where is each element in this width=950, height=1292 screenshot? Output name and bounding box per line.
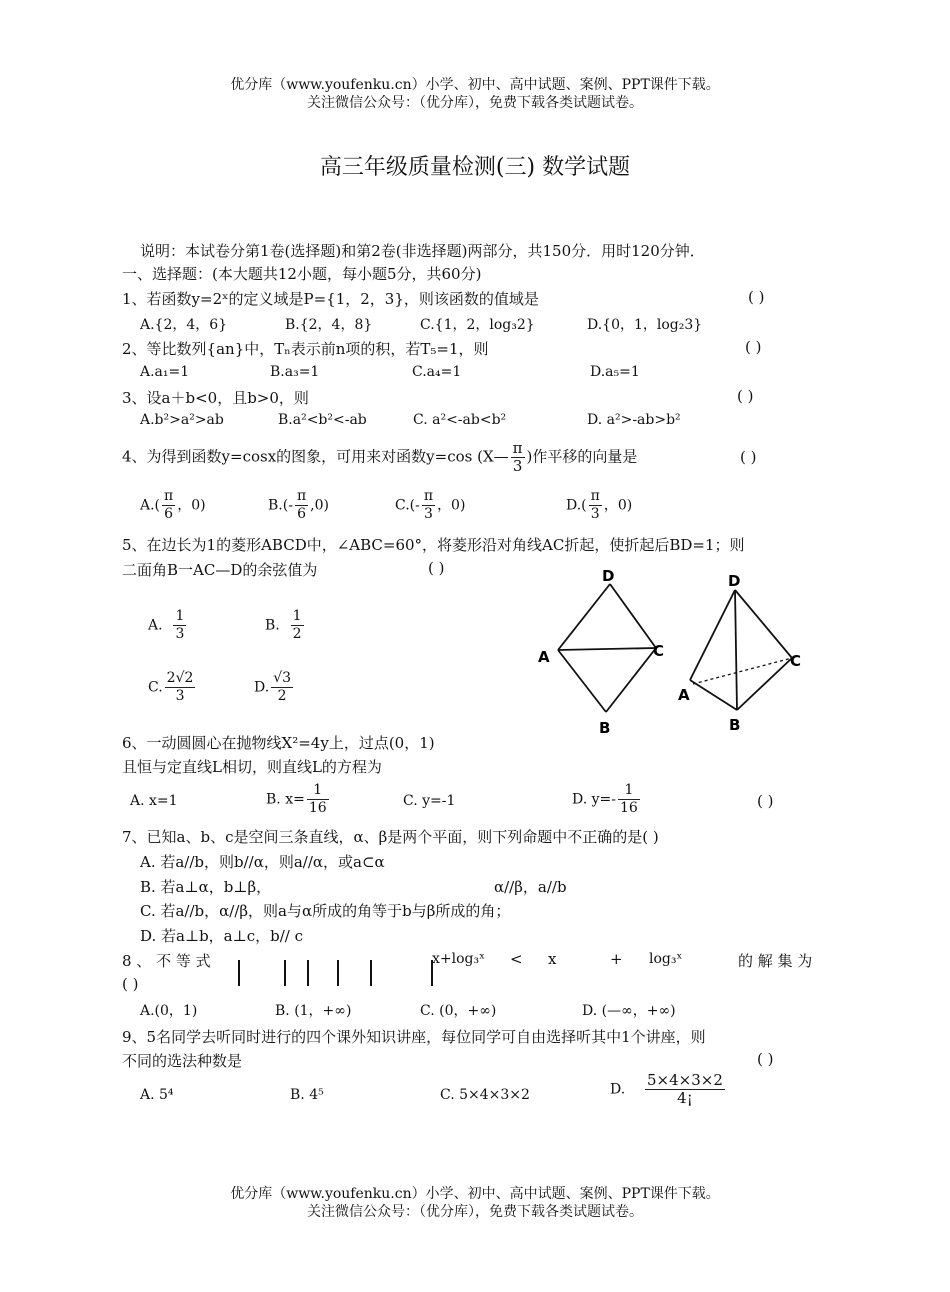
- abs-bar: [284, 960, 286, 986]
- q9-line-1: 9、5名同学去听同时进行的四个课外知识讲座，每位同学可自由选择听其中1个讲座，则: [122, 1028, 706, 1046]
- label-b-fold: B: [729, 716, 741, 734]
- q9-line-2: 不同的选法种数是: [122, 1052, 243, 1070]
- footer-line-1: 优分库（www.youfenku.cn）小学、初中、高中试题、案例、PPT课件下载。: [230, 1186, 720, 1202]
- q6-option-d: D. y=- $\frac{1}{16}$: [572, 782, 638, 816]
- q7-option-b-cont: α//β，a//b: [494, 878, 567, 896]
- q2-option-b: B.a₃=1: [270, 364, 320, 380]
- q8-option-a: A.(0，1): [140, 1003, 198, 1019]
- label-d-flat: D: [602, 567, 615, 585]
- q3-option-a: A.b²>a²>ab: [140, 412, 224, 428]
- abs-bar: [307, 960, 309, 986]
- q4-option-a: A.( $\frac{\pi}{6}$ ，0): [140, 488, 206, 522]
- label-b-flat: B: [599, 719, 611, 737]
- label-c-fold: C: [790, 652, 802, 670]
- q7-stem: 7、已知a、b、c是空间三条直线，α、β是两个平面，则下列命题中不正确的是( ): [122, 828, 659, 846]
- q6-line-1: 6、一动圆圆心在抛物线X²=4y上，过点(0，1): [122, 734, 435, 752]
- rhombus-fold-figure: [530, 560, 820, 740]
- label-a-flat: A: [538, 648, 550, 666]
- label-a-fold: A: [678, 686, 690, 704]
- q6-option-c: C. y=-1: [403, 793, 456, 809]
- q1-option-b: B.{2，4，8}: [285, 317, 373, 333]
- q7-option-a: A. 若a//b，则b//α，则a//α，或a⊂α: [140, 853, 385, 871]
- q2-option-d: D.a₅=1: [590, 364, 640, 380]
- q7-option-b: B. 若a⊥α，b⊥β，: [140, 878, 272, 896]
- q6-answer-bracket: ( ): [757, 792, 774, 810]
- page-title: 高三年级质量检测(三) 数学试题: [319, 155, 631, 180]
- q4-fraction: $\frac{\pi}{3}$: [512, 439, 523, 475]
- q2-stem: 2、等比数列{an}中，Tₙ表示前n项的积，若T₅=1，则: [122, 340, 489, 358]
- section-heading: 一、选择题：(本大题共12小题，每小题5分，共60分): [122, 265, 482, 283]
- q2-answer-bracket: ( ): [745, 338, 762, 356]
- q9-option-c: C. 5×4×3×2: [440, 1087, 530, 1103]
- q5-option-a: A. $\frac{1}{3}$: [148, 608, 185, 642]
- q4-option-c: C.(- $\frac{\pi}{3}$ ，0): [395, 488, 466, 522]
- q5-line-1: 5、在边长为1的菱形ABCD中，∠ABC=60°，将菱形沿对角线AC折起，使折起后BD=1；则: [122, 536, 745, 554]
- header-line-2: 关注微信公众号：（优分库），免费下载各类试题试卷。: [307, 95, 643, 111]
- header-line-1: 优分库（www.youfenku.cn）小学、初中、高中试题、案例、PPT课件下载。: [230, 77, 720, 93]
- q8-x: x: [548, 950, 557, 968]
- q8-stem-start: 8 、 不 等 式: [122, 952, 211, 970]
- q5-line-2: 二面角B一AC—D的余弦值为: [122, 561, 318, 579]
- q6-line-2: 且恒与定直线L相切，则直线L的方程为: [122, 758, 382, 776]
- q5-option-d: D. $\frac{√3}{2}$: [254, 670, 292, 704]
- abs-bar: [370, 960, 372, 986]
- exam-note: 说明：本试卷分第1卷(选择题)和第2卷(非选择题)两部分，共150分．用时120分钟．: [140, 242, 705, 260]
- q4-option-b: B.(- $\frac{\pi}{6}$ ,0): [268, 488, 329, 522]
- q2-option-a: A.a₁=1: [140, 364, 190, 380]
- q5-option-c: C. $\frac{2√2}{3}$: [148, 670, 194, 704]
- abs-bar: [238, 960, 240, 986]
- q9-option-b: B. 4⁵: [290, 1087, 324, 1103]
- q4-stem: 4、为得到函数y=cosx的图象，可用来对函数y=cos (X— $\frac{\pi}{3}$ )作平移的向量是: [122, 439, 638, 475]
- q1-stem: 1、若函数y=2ˣ的定义域是P={1，2，3}，则该函数的值域是: [122, 290, 539, 308]
- q8-plus: +: [610, 950, 623, 968]
- q6-option-a: A. x=1: [130, 793, 178, 809]
- q1-option-a: A.{2，4，6}: [140, 317, 228, 333]
- folded-tetrahedron: [690, 590, 792, 710]
- q8-option-c: C. (0，+∞): [420, 1003, 497, 1019]
- q1-option-d: D.{0，1，log₂3}: [587, 317, 703, 333]
- flat-rhombus: [558, 584, 656, 712]
- q4-option-d: D.( $\frac{\pi}{3}$ ，0): [566, 488, 633, 522]
- q8-option-b: B. (1，+∞): [275, 1003, 352, 1019]
- q9-answer-bracket: ( ): [757, 1050, 774, 1068]
- q8-expr-1: x+log₃ˣ: [432, 951, 486, 967]
- label-d-fold: D: [728, 572, 741, 590]
- q9-option-d: D. $\frac{5\times 4\times 3\times 2}{4¡}$: [610, 1071, 723, 1107]
- q8-expr-2: log₃ˣ: [649, 951, 683, 967]
- q1-option-c: C.{1，2，log₃2}: [420, 317, 535, 333]
- q8-option-d: D. (—∞，+∞): [582, 1003, 676, 1019]
- q3-stem: 3、设a＋b<0，且b>0，则: [122, 389, 309, 407]
- q4-answer-bracket: ( ): [740, 448, 757, 466]
- q2-option-c: C.a₄=1: [412, 364, 462, 380]
- q3-option-d: D. a²>-ab>b²: [587, 412, 681, 428]
- q1-answer-bracket: ( ): [748, 288, 765, 306]
- q3-option-b: B.a²<b²<-ab: [278, 412, 367, 428]
- q7-option-d: D. 若a⊥b，a⊥c，b// c: [140, 927, 304, 945]
- q8-answer-bracket: ( ): [122, 975, 139, 993]
- q3-option-c: C. a²<-ab<b²: [413, 412, 507, 428]
- footer-line-2: 关注微信公众号：（优分库），免费下载各类试题试卷。: [307, 1204, 643, 1220]
- q8-stem-end: 的 解 集 为: [738, 952, 813, 970]
- abs-bar: [337, 960, 339, 986]
- q3-answer-bracket: ( ): [737, 387, 754, 405]
- q5-option-b: B. $\frac{1}{2}$: [265, 608, 302, 642]
- q5-answer-bracket: ( ): [428, 559, 445, 577]
- label-c-flat: C: [653, 642, 665, 660]
- q6-option-b: B. x= $\frac{1}{16}$: [266, 782, 327, 816]
- q7-option-c: C. 若a//b，α//β，则a与α所成的角等于b与β所成的角；: [140, 902, 511, 920]
- q8-less-than: <: [510, 950, 523, 968]
- q9-option-a: A. 5⁴: [140, 1087, 174, 1103]
